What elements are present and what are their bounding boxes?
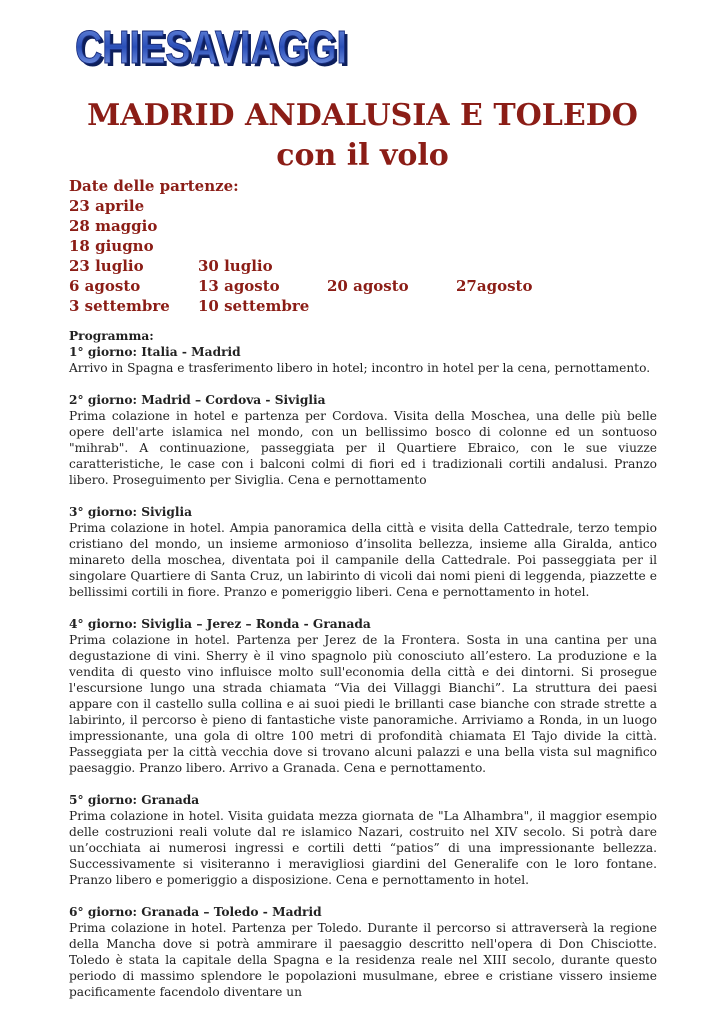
logo-text: CHIESAVIAGGI [75,22,347,73]
program-day [69,344,657,376]
chiesaviaggi-logo [74,22,354,74]
departure-date: 10 settembre [198,297,310,315]
date-row [69,296,669,316]
date-row [69,276,669,296]
logo-image [74,22,354,74]
day-title: 5° giorno: Granada [69,793,200,807]
title-line-2: con il volo [276,138,449,173]
logo-shadow: CHIESAVIAGGI [78,24,350,74]
program-day [69,504,657,600]
program-content [69,328,657,1016]
day-description: Prima colazione in hotel. Visita guidata mezza giornata de "La Alhambra", il maggior esempio delle costruzioni reali volute dal re islamico Nazari, costruito nel XIV secolo. Si potrà dare un’occhiata ai numerosi ingressi e cortili detti “patios” di una impressionante bellezza. Successivamente si visiteranno i meravigliosi giardini del Generalife con le loro fontane. Pranzo libero e pomeriggio a disposizione. Cena e pernottamento in hotel. [69,809,657,887]
program-day [69,904,657,1000]
departures-heading-text: Date delle partenze: [69,177,239,195]
date-row [69,236,669,256]
departure-date: 30 luglio [198,257,273,275]
date-row [69,256,669,276]
date-row [69,196,669,216]
day-title: 2° giorno: Madrid – Cordova - Siviglia [69,393,326,407]
departure-date: 6 agosto [69,277,141,295]
page-title [0,96,725,176]
departure-date: 23 luglio [69,257,144,275]
departure-date: 27agosto [456,277,533,295]
program-days [69,344,657,1000]
program-day [69,792,657,888]
departure-date: 28 maggio [69,217,158,235]
day-title: 6° giorno: Granada – Toledo - Madrid [69,905,322,919]
date-row [69,216,669,236]
day-description: Arrivo in Spagna e trasferimento libero in hotel; incontro in hotel per la cena, pernottamento. [69,361,651,375]
departure-dates [69,176,669,316]
day-title: 1° giorno: Italia - Madrid [69,345,241,359]
program-day [69,392,657,488]
departure-date: 20 agosto [327,277,409,295]
title-line-1: MADRID ANDALUSIA E TOLEDO [87,98,638,133]
day-description: Prima colazione in hotel. Ampia panoramica della città e visita della Cattedrale, terzo tempio cristiano del mondo, un insieme armonioso d’insolita bellezza, insieme alla Giralda, antico minareto della moschea, diventata poi il campanile della Cattedrale. Poi passeggiata per il singolare Quartiere di Santa Cruz, un labirinto di vicoli dai nomi pieni di leggenda, piazzette e bellissimi cortili in fiore. Pranzo e pomeriggio liberi. Cena e pernottamento in hotel. [69,521,657,599]
day-title: 4° giorno: Siviglia – Jerez – Ronda - Granada [69,617,371,631]
day-description: Prima colazione in hotel. Partenza per Jerez de la Frontera. Sosta in una cantina per una degustazione di vini. Sherry è il vino spagnolo più conosciuto all’estero. La produzione e la vendita di questo vino influisce molto sull'economia della città e dei dintorni. Si prosegue l'escursione lungo una strada chiamata “Via dei Villaggi Bianchi”. La struttura dei paesi appare con il castello sulla collina e ai suoi piedi le brillanti case bianche con strade strette a labirinto, il percorso è pieno di fantastiche viste panoramiche. Arriviamo a Ronda, in un luogo impressionante, una gola di oltre 100 metri di profondità chiamata El Tajo divide la città. Passeggiata per la città vecchia dove si trovano alcuni palazzi e una bella vista sul magnifico paesaggio. Pranzo libero. Arrivo a Granada. Cena e pernottamento. [69,633,657,775]
day-description: Prima colazione in hotel. Partenza per Toledo. Durante il percorso si attraverserà la regione della Mancha dove si potrà ammirare il paesaggio descritto nell'opera di Don Chisciotte. Toledo è stata la capitale della Spagna e la residenza reale nel XIII secolo, durante questo periodo di massimo splendore le popolazioni musulmane, ebree e cristiane vissero insieme pacificamente facendolo diventare un [69,921,657,999]
departure-date: 3 settembre [69,297,170,315]
program-label: Programma: [69,329,154,343]
departures-heading [69,176,669,196]
departure-date: 13 agosto [198,277,280,295]
day-title: 3° giorno: Siviglia [69,505,193,519]
departure-date: 23 aprile [69,197,145,215]
date-rows [69,196,669,316]
program-day [69,616,657,776]
day-description: Prima colazione in hotel e partenza per Cordova. Visita della Moschea, una delle più belle opere dell'arte islamica nel mondo, con un bellissimo bosco di colonne ed un sontuoso "mihrab". A continuazione, passeggiata per il Quartiere Ebraico, con le sue viuzze caratteristiche, le case con i balconi colmi di fiori ed i tradizionali cortili andalusi. Pranzo libero. Proseguimento per Siviglia. Cena e pernottamento [69,409,657,487]
departure-date: 18 giugno [69,237,154,255]
